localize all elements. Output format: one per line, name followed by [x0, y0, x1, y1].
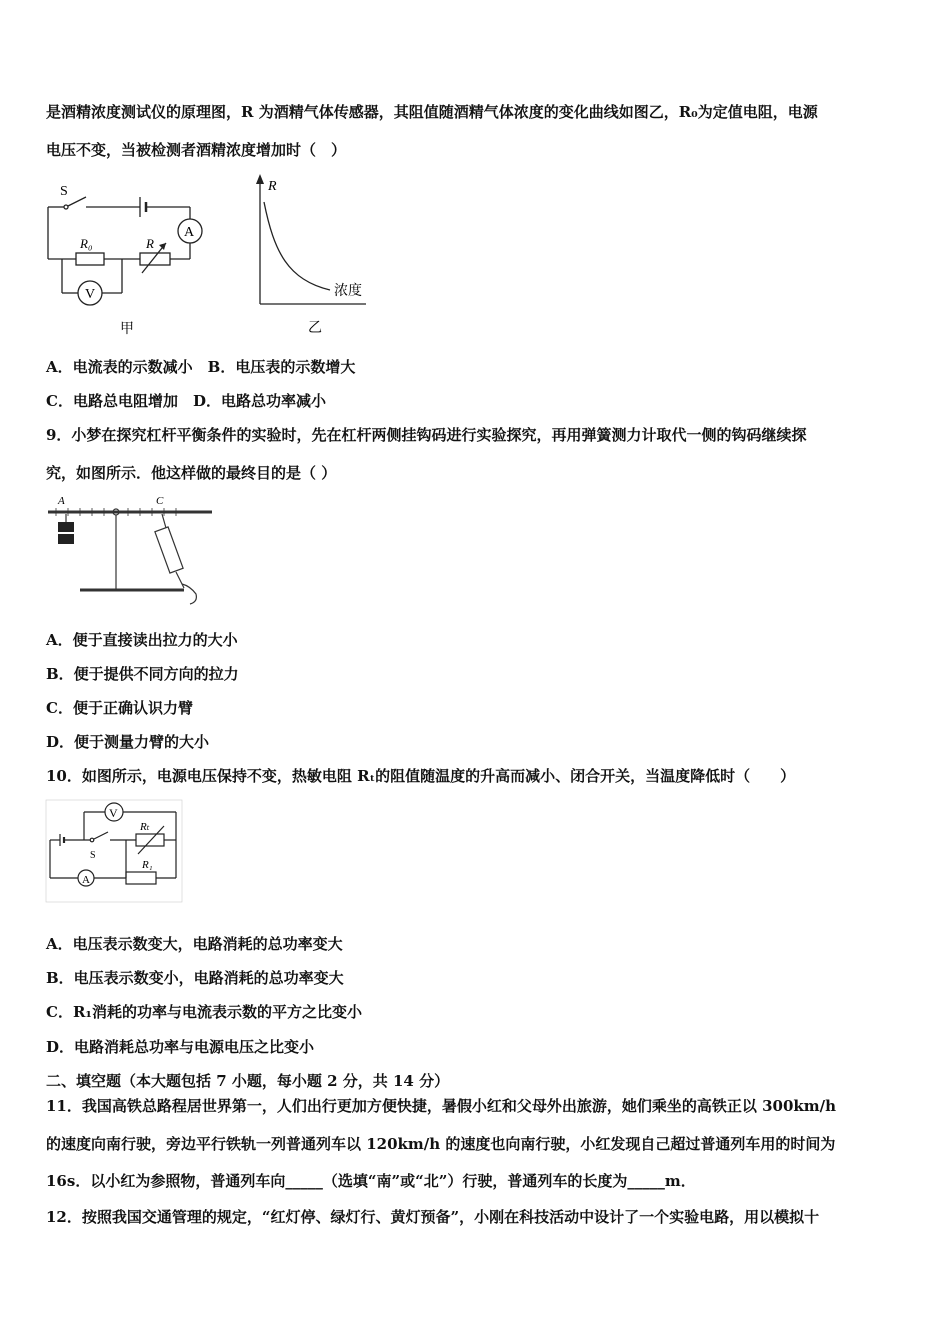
q10-line1: 10．如图所示，电源电压保持不变，热敏电阻 Rₜ的阻值随温度的升高而减小、闭合开关，当温度降低时（ ）: [46, 767, 796, 785]
r1-label: R₁: [142, 859, 153, 871]
q12-line1: 12．按照我国交通管理的规定，“红灯停、绿灯行、黄灯预备”，小刚在科技活动中设计了一个实验电路，用以模拟十: [46, 1208, 820, 1226]
switch-label: S: [60, 184, 68, 199]
q9-option-d: D．便于测量力臂的大小: [46, 733, 210, 751]
q9-option-c: C．便于正确认识力臂: [46, 699, 193, 717]
q9-option-a: A．便于直接读出拉力的大小: [46, 631, 238, 649]
r-label: R: [146, 236, 154, 251]
q8-line1: 是酒精浓度测试仪的原理图，R 为酒精气体传感器，其阻值随酒精气体浓度的变化曲线如图乙，R₀为定值电阻，电源: [46, 103, 818, 121]
q8-options-cd: C．电路总电阻增加 D．电路总功率减小: [46, 392, 326, 410]
circuit-diagram-q10: [44, 798, 184, 904]
q9-option-b: B．便于提供不同方向的拉力: [46, 665, 239, 683]
q10-option-d: D．电路消耗总功率与电源电压之比变小: [46, 1038, 315, 1056]
graph-yi: [248, 172, 388, 340]
point-c-label: C: [156, 495, 164, 507]
graph-y-axis-label: R: [268, 179, 277, 194]
point-a-label: A: [58, 495, 65, 507]
r0-label: R₀: [80, 236, 93, 251]
ammeter-label: A: [184, 225, 195, 240]
rt-label: Rₜ: [140, 821, 150, 833]
q8-options-ab: A．电流表的示数减小 B．电压表的示数增大: [46, 358, 356, 376]
q9-line2: 究，如图所示．他这样做的最终目的是（ ）: [46, 464, 337, 482]
q11-line2: 的速度向南行驶，旁边平行铁轨一列普通列车以 120km/h 的速度也向南行驶，小红发现自己超过普通列车用的时间为: [46, 1135, 836, 1153]
section-title: 二、填空题（本大题包括 7 小题，每小题 2 分，共 14 分）: [46, 1072, 450, 1090]
voltmeter-label-q10: V: [109, 806, 118, 820]
q11-line1: 11．我国高铁总路程居世界第一，人们出行更加方便快捷，暑假小红和父母外出旅游，她们乘坐的高铁正以 300km/h: [46, 1097, 837, 1115]
q11-line3: 16s．以小红为参照物，普通列车向_____（选填“南”或“北”）行驶，普通列车的长度为_____m．: [46, 1172, 696, 1190]
q9-line1: 9．小梦在探究杠杆平衡条件的实验时，先在杠杆两侧挂钩码进行实验探究，再用弹簧测力计取代一侧的钩码继续探: [46, 426, 807, 444]
figure-yi-caption: 乙: [308, 321, 322, 336]
q10-option-c: C．R₁消耗的功率与电流表示数的平方之比变小: [46, 1003, 362, 1021]
voltmeter-label: V: [85, 287, 96, 302]
ammeter-label-q10: A: [82, 874, 90, 886]
q10-option-a: A．电压表示数变大，电路消耗的总功率变大: [46, 935, 343, 953]
figure-jia-caption: 甲: [120, 322, 134, 337]
lever-figure: [44, 492, 219, 607]
graph-x-axis-label: 浓度: [334, 284, 362, 299]
q10-option-b: B．电压表示数变小，电路消耗的总功率变大: [46, 969, 344, 987]
q8-line2: 电压不变，当被检测者酒精浓度增加时（ ）: [46, 141, 347, 159]
circuit-diagram-jia: [42, 175, 222, 340]
switch-label-q10: S: [90, 850, 96, 861]
